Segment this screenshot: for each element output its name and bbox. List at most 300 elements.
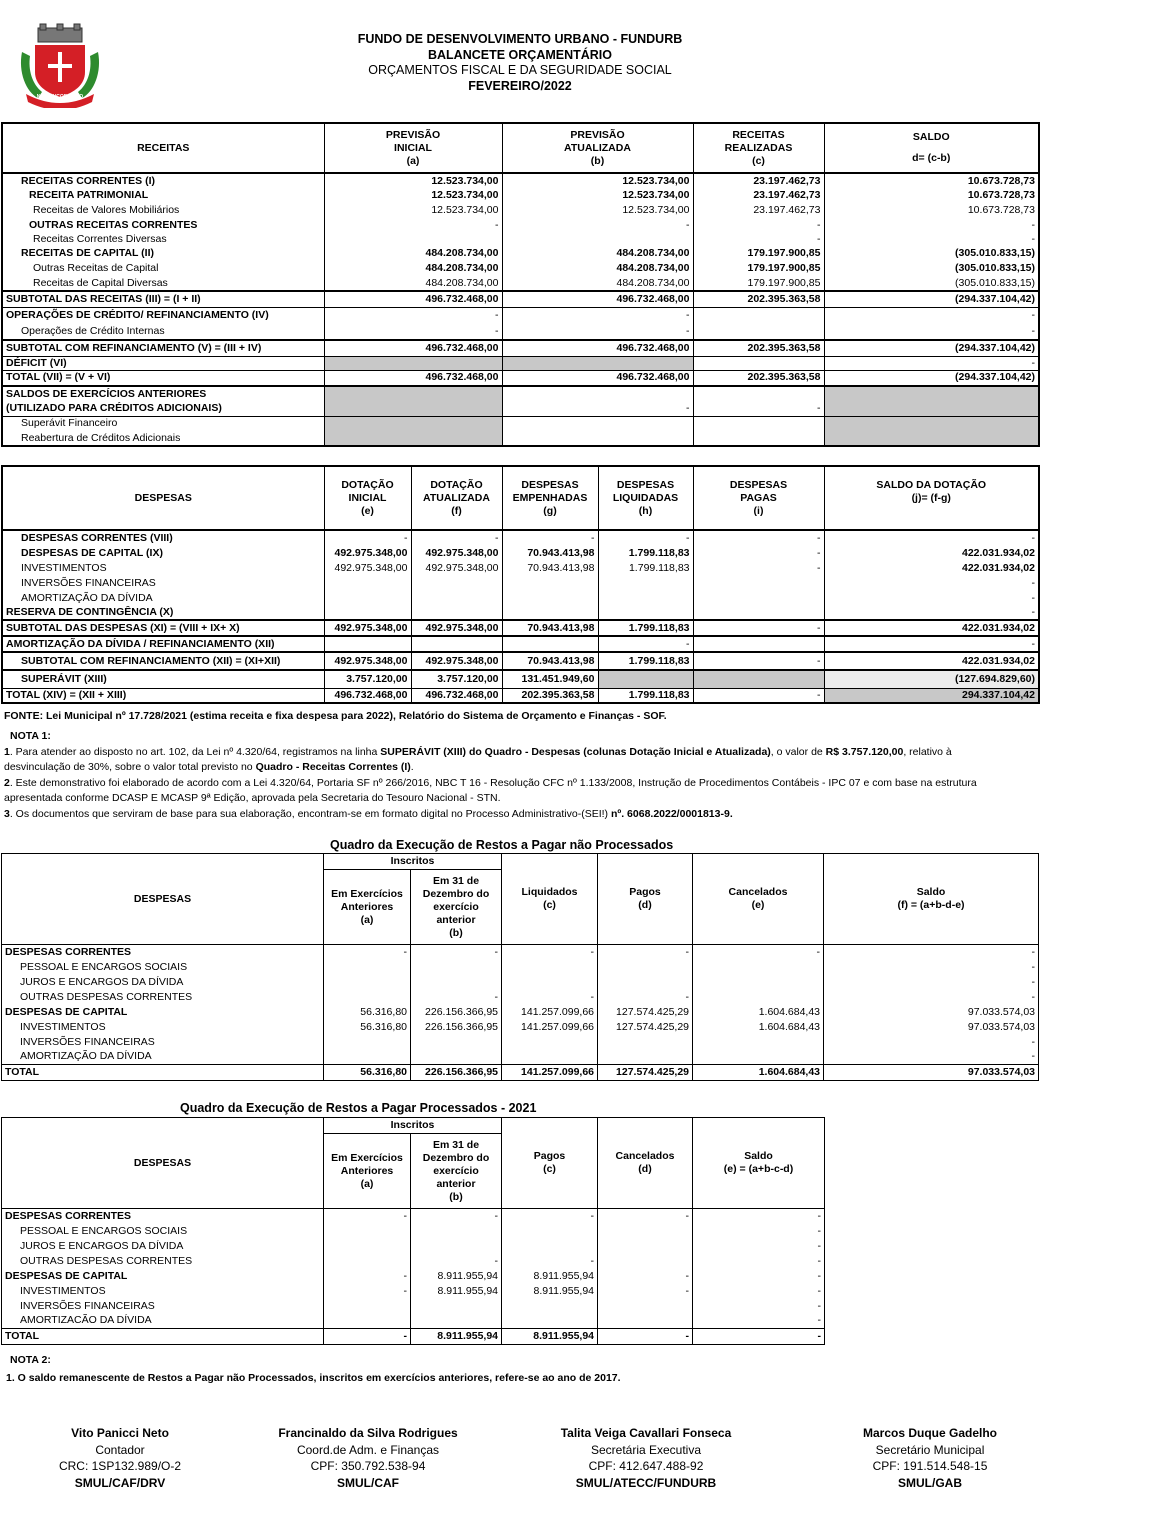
nota1-item1: 1. Para atender ao disposto no art. 102, da Lei nº 4.320/64, registramos na linha SUPERÁVIT (XIII) do Quadro - Despesas (colunas Dotação Inicial e Atualizada), o valor de R$ 3.757.120,00, relativo à [4, 745, 952, 758]
header-scope: ORÇAMENTOS FISCAL E DA SEGURIDADE SOCIAL [368, 63, 672, 77]
table-row [2, 291, 1039, 307]
cell-value [693, 324, 824, 340]
cell-value: 3.757.120,00 [411, 670, 502, 688]
cell-value: 141.257.099,66 [502, 1020, 598, 1035]
cell-value [324, 431, 502, 446]
cell-value: - [693, 652, 824, 670]
cell-value: 202.395.363,58 [693, 291, 824, 307]
cell-value [598, 591, 693, 606]
restos-nao-processados-table [1, 853, 1039, 1081]
cell-value [598, 606, 693, 620]
cell-value: - [824, 945, 1039, 960]
cell-value: 23.197.462,73 [693, 173, 824, 188]
table-row [2, 960, 1039, 975]
cell-value [693, 1035, 824, 1050]
cell-value: 484.208.734,00 [502, 276, 693, 291]
cell-value [324, 1035, 411, 1050]
col-31-dezembro: Em 31 de Dezembro do exercício anterior (b) [411, 1134, 502, 1209]
col-despesas: DESPESAS [2, 854, 324, 945]
cell-value: 492.975.348,00 [324, 652, 411, 670]
row-label: OUTRAS RECEITAS CORRENTES [29, 219, 198, 231]
cell-value: 1.799.118,83 [598, 561, 693, 576]
cell-value: - [502, 307, 693, 324]
cell-value: - [824, 218, 1039, 233]
cell-value: (294.337.104,42) [824, 370, 1039, 386]
cell-value: 56.316,80 [324, 1020, 411, 1035]
cell-value [693, 1050, 824, 1065]
table-row [2, 1209, 825, 1224]
nota1-item3: 3. Os documentos que serviram de base para sua elaboração, encontram-se em formato digital no Processo Administrativo-(SEI!) nº. 6068.2022/0001813-9. [4, 807, 733, 820]
cell-value: - [324, 324, 502, 340]
cell-value: - [324, 1209, 411, 1224]
table-row [2, 545, 1039, 561]
cell-value: 12.523.734,00 [324, 203, 502, 218]
row-label: DESPESAS CORRENTES [5, 945, 132, 958]
cell-value: - [411, 945, 502, 960]
cell-value [824, 416, 1039, 431]
cell-value [502, 606, 598, 620]
col-saldo-dotacao: SALDO DA DOTAÇÃO (j)= (f-g) [824, 466, 1039, 530]
signer-unit: SMUL/CAF [337, 1475, 399, 1490]
table-row [2, 203, 1039, 218]
rpnp-title: Quadro da Execução de Restos a Pagar não Processados [330, 838, 674, 852]
cell-value: - [598, 945, 693, 960]
cell-value: - [693, 1314, 825, 1329]
signer-role: Coord.de Adm. e Finanças [296, 1442, 440, 1457]
cell-value: - [411, 990, 502, 1005]
cell-value [598, 576, 693, 591]
table-row [2, 386, 1039, 401]
row-label: PESSOAL E ENCARGOS SOCIAIS [20, 960, 188, 973]
cell-value [502, 591, 598, 606]
row-label: DÉFICIT (VI) [2, 356, 324, 370]
table-row [2, 670, 1039, 688]
cell-value: - [598, 1329, 693, 1345]
cell-value [693, 606, 824, 620]
cell-value: 10.673.728,73 [824, 188, 1039, 203]
cell-value [693, 416, 824, 431]
nota1-item2: 2. Este demonstrativo foi elaborado de acordo com a Lei 4.320/64, Portaria SF nº 266/2016, NBC T 16 - Resolução CFC nº 1.133/2008, Instrução de Procedimentos Contábeis - IPC 07 e com base na estrutura [4, 776, 977, 789]
receitas-table [1, 122, 1040, 447]
col-previsao-inicial: PREVISÃO INICIAL (a) [324, 123, 502, 173]
cell-value: - [693, 1209, 825, 1224]
cell-value: - [824, 636, 1039, 652]
row-label: PESSOAL E ENCARGOS SOCIAIS [20, 1224, 188, 1237]
col-despesas: DESPESAS [2, 1118, 324, 1209]
signature-2 [248, 1425, 488, 1491]
row-label: SUBTOTAL DAS DESPESAS (XI) = (VIII + IX+ X) [2, 620, 324, 636]
cell-value [693, 576, 824, 591]
cell-value: 179.197.900,85 [693, 246, 824, 261]
seal-motto: NON DVCOR DVCO [36, 94, 84, 100]
cell-value [502, 960, 598, 975]
cell-value [502, 1224, 598, 1239]
table-row [2, 173, 1039, 188]
row-label: JUROS E ENCARGOS DA DÍVIDA [20, 975, 184, 988]
cell-value: 492.975.348,00 [324, 545, 411, 561]
table-row [2, 652, 1039, 670]
cell-value: 70.943.413,98 [502, 652, 598, 670]
cell-value [693, 356, 824, 370]
signer-doc: CPF: 350.792.538-94 [310, 1459, 426, 1473]
cell-value: - [824, 1050, 1039, 1065]
cell-value: - [693, 620, 824, 636]
cell-value [324, 606, 411, 620]
cell-value [598, 1035, 693, 1050]
col-saldo: Saldo (e) = (a+b-c-d) [693, 1118, 825, 1209]
cell-value: - [324, 530, 411, 545]
cell-value: 56.316,80 [324, 1005, 411, 1020]
row-label: DESPESAS CORRENTES (VIII) [2, 530, 324, 545]
receitas-header-row [2, 123, 1039, 173]
col-pagos: Pagos (d) [598, 854, 693, 945]
cell-value [502, 576, 598, 591]
header-title: FUNDO DE DESENVOLVIMENTO URBANO - FUNDURB [357, 32, 683, 46]
col-cancelados: Cancelados (d) [598, 1118, 693, 1209]
table-row [2, 246, 1039, 261]
cell-value: 1.604.684,43 [693, 1020, 824, 1035]
cell-value [324, 990, 411, 1005]
cell-value [324, 576, 411, 591]
table-row [2, 276, 1039, 291]
cell-value [411, 636, 502, 652]
cell-value: 179.197.900,85 [693, 276, 824, 291]
cell-value: - [824, 233, 1039, 246]
col-31-dezembro: Em 31 de Dezembro do exercício anterior (b) [411, 870, 502, 945]
row-label: SALDOS DE EXERCÍCIOS ANTERIORES [2, 386, 324, 401]
row-label: AMORTIZACÃO DA DÍVIDA [20, 1314, 152, 1327]
cell-value [502, 356, 693, 370]
cell-value [324, 1314, 411, 1329]
cell-value [693, 990, 824, 1005]
table-row [2, 370, 1039, 386]
cell-value [598, 1254, 693, 1269]
cell-value [693, 975, 824, 990]
cell-value [502, 386, 693, 401]
cell-value [324, 356, 502, 370]
cell-value: 8.911.955,94 [411, 1329, 502, 1345]
cell-value: 496.732.468,00 [502, 370, 693, 386]
table-row [2, 530, 1039, 545]
cell-value [693, 591, 824, 606]
table-row [2, 688, 1039, 703]
cell-value [411, 975, 502, 990]
despesas-table [1, 465, 1040, 704]
signer-role: Contador [95, 1442, 145, 1457]
cell-value: (305.010.833,15) [824, 276, 1039, 291]
cell-value: 496.732.468,00 [502, 340, 693, 356]
cell-value: 1.799.118,83 [598, 545, 693, 561]
cell-value: - [693, 401, 824, 416]
row-label: INVESTIMENTOS [21, 562, 107, 574]
table-row [2, 636, 1039, 652]
cell-value: 492.975.348,00 [411, 545, 502, 561]
cell-value: 127.574.425,29 [598, 1065, 693, 1081]
cell-value: 179.197.900,85 [693, 261, 824, 276]
row-label: DESPESAS DE CAPITAL [5, 1005, 128, 1018]
cell-value [324, 1050, 411, 1065]
cell-value: 492.975.348,00 [411, 561, 502, 576]
cell-value: - [693, 1329, 825, 1345]
cell-value: - [824, 324, 1039, 340]
cell-value [411, 1035, 502, 1050]
cell-value: - [598, 530, 693, 545]
signer-role: Secretária Executiva [590, 1442, 702, 1457]
row-label: AMORTIZAÇÃO DA DÍVIDA / REFINANCIAMENTO (XII) [2, 636, 324, 652]
table-row [2, 340, 1039, 356]
row-label: OPERAÇÕES DE CRÉDITO/ REFINANCIAMENTO (IV) [2, 307, 324, 324]
cell-value: 8.911.955,94 [502, 1269, 598, 1284]
signer-role: Secretário Municipal [875, 1442, 985, 1457]
cell-value: - [598, 1284, 693, 1299]
cell-value: 422.031.934,02 [824, 545, 1039, 561]
cell-value: 131.451.949,60 [502, 670, 598, 688]
signer-doc: CRC: 1SP132.989/O-2 [58, 1459, 182, 1473]
table-row [2, 401, 1039, 416]
cell-value: - [502, 945, 598, 960]
table-row [2, 1314, 825, 1329]
cell-value [824, 386, 1039, 401]
cell-value: (305.010.833,15) [824, 246, 1039, 261]
cell-value: - [502, 401, 693, 416]
row-label: RECEITA PATRIMONIAL [29, 189, 149, 201]
cell-value: 484.208.734,00 [324, 246, 502, 261]
cell-value [824, 401, 1039, 416]
cell-value: 496.732.468,00 [324, 688, 411, 703]
table-row [2, 218, 1039, 233]
table-row [2, 1284, 825, 1299]
cell-value: 12.523.734,00 [502, 203, 693, 218]
table-row [2, 990, 1039, 1005]
cell-value: 97.033.574,03 [824, 1065, 1039, 1081]
cell-value [598, 1239, 693, 1254]
row-label: RECEITAS CORRENTES (I) [2, 173, 324, 188]
cell-value: 484.208.734,00 [324, 261, 502, 276]
col-pagos: Pagos (c) [502, 1118, 598, 1209]
cell-value: 484.208.734,00 [502, 246, 693, 261]
cell-value: - [411, 1209, 502, 1224]
cell-value: 8.911.955,94 [502, 1284, 598, 1299]
row-label: TOTAL [2, 1329, 324, 1345]
cell-value: 12.523.734,00 [502, 173, 693, 188]
row-label: RECEITAS DE CAPITAL (II) [21, 247, 155, 259]
row-label: INVESTIMENTOS [20, 1020, 106, 1033]
signature-1 [0, 1425, 240, 1491]
cell-value: 1.604.684,43 [693, 1005, 824, 1020]
table-row [2, 591, 1039, 606]
row-label: AMORTIZAÇÃO DA DÍVIDA [21, 592, 153, 604]
table-row [2, 1020, 1039, 1035]
cell-value [693, 960, 824, 975]
cell-value [693, 431, 824, 446]
table-row [2, 261, 1039, 276]
cell-value: 8.911.955,94 [502, 1329, 598, 1345]
cell-value [598, 1050, 693, 1065]
cell-value [693, 636, 824, 652]
cell-value: 492.975.348,00 [411, 652, 502, 670]
row-label: TOTAL (VII) = (V + VI) [2, 370, 324, 386]
table-row [2, 1050, 1039, 1065]
cell-value: - [693, 1284, 825, 1299]
cell-value: - [693, 530, 824, 545]
table-row [2, 1329, 825, 1345]
col-inscritos: Inscritos [324, 854, 502, 870]
table-row [2, 233, 1039, 246]
rpp-title: Quadro da Execução de Restos a Pagar Processados - 2021 [180, 1101, 537, 1115]
col-cancelados: Cancelados (e) [693, 854, 824, 945]
header-period: FEVEREIRO/2022 [468, 78, 572, 93]
cell-value: (294.337.104,42) [824, 291, 1039, 307]
cell-value: - [693, 1269, 825, 1284]
row-label: DESPESAS CORRENTES [5, 1209, 132, 1222]
signer-doc: CPF: 191.514.548-15 [872, 1459, 988, 1473]
nota1-title: NOTA 1: [10, 730, 51, 742]
signer-name: Marcos Duque Gadelho [862, 1426, 998, 1440]
cell-value: 492.975.348,00 [324, 561, 411, 576]
cell-value: - [324, 1284, 411, 1299]
cell-value [502, 1035, 598, 1050]
nota1 [4, 729, 1044, 822]
signer-name: Vito Panicci Neto [71, 1426, 169, 1440]
cell-value: - [502, 990, 598, 1005]
cell-value: - [324, 945, 411, 960]
cell-value: 492.975.348,00 [411, 620, 502, 636]
table-row [2, 416, 1039, 431]
cell-value: - [824, 960, 1039, 975]
cell-value [324, 1254, 411, 1269]
cell-value: 1.799.118,83 [598, 620, 693, 636]
table-row [2, 356, 1039, 370]
cell-value [324, 401, 502, 416]
row-label: TOTAL [2, 1065, 324, 1081]
cell-value: 10.673.728,73 [824, 173, 1039, 188]
cell-value: - [693, 218, 824, 233]
row-label: DESPESAS DE CAPITAL [5, 1269, 128, 1282]
cell-value: - [324, 1269, 411, 1284]
cell-value: 496.732.468,00 [502, 291, 693, 307]
cell-value: 422.031.934,02 [824, 620, 1039, 636]
table-row [2, 431, 1039, 446]
col-previsao-atualizada: PREVISÃO ATUALIZADA (b) [502, 123, 693, 173]
cell-value: - [598, 1209, 693, 1224]
row-label: SUBTOTAL COM REFINANCIAMENTO (V) = (III + IV) [2, 340, 324, 356]
despesas-header-row [2, 466, 1039, 530]
col-exercicios-anteriores: Em Exercícios Anteriores (a) [324, 870, 411, 945]
signer-unit: SMUL/CAF/DRV [74, 1475, 166, 1490]
row-label: INVERSÕES FINANCEIRAS [20, 1299, 155, 1312]
cell-value: 422.031.934,02 [824, 652, 1039, 670]
cell-value: 294.337.104,42 [824, 688, 1039, 703]
cell-value: 141.257.099,66 [502, 1005, 598, 1020]
table-row [2, 1269, 825, 1284]
col-saldo: SALDO d= (c-b) [824, 123, 1039, 173]
cell-value: 1.604.684,43 [693, 1065, 824, 1081]
row-label: Receitas de Valores Mobiliários [33, 204, 180, 216]
cell-value [502, 636, 598, 652]
cell-value [598, 1224, 693, 1239]
cell-value: 1.799.118,83 [598, 688, 693, 703]
cell-value: - [598, 1269, 693, 1284]
cell-value: 1.799.118,83 [598, 652, 693, 670]
cell-value [824, 431, 1039, 446]
cell-value: - [693, 233, 824, 246]
row-label: DESPESAS DE CAPITAL (IX) [21, 546, 163, 559]
row-label: (UTILIZADO PARA CRÉDITOS ADICIONAIS) [6, 401, 222, 414]
cell-value: - [324, 307, 502, 324]
cell-value [324, 233, 502, 246]
table-row [2, 606, 1039, 620]
cell-value: 226.156.366,95 [411, 1065, 502, 1081]
col-inscritos: Inscritos [324, 1118, 502, 1134]
cell-value: - [411, 530, 502, 545]
table-row [2, 1065, 1039, 1081]
cell-value: 496.732.468,00 [324, 291, 502, 307]
cell-value: 496.732.468,00 [411, 688, 502, 703]
document-header [300, 32, 740, 94]
cell-value [693, 386, 824, 401]
row-label: RESERVA DE CONTINGÊNCIA (X) [6, 606, 174, 618]
cell-value: - [824, 990, 1039, 1005]
nota2-title: NOTA 2: [10, 1354, 51, 1366]
col-dotacao-atualizada: DOTAÇÃO ATUALIZADA (f) [411, 466, 502, 530]
header-subtitle: BALANCETE ORÇAMENTÁRIO [427, 47, 613, 62]
nota1-item1-cont: desvinculação de 30%, sobre o valor total previsto no Quadro - Receitas Correntes (I). [4, 761, 414, 773]
row-label: SUPERÁVIT (XIII) [2, 670, 324, 688]
cell-value: 202.395.363,58 [693, 340, 824, 356]
row-label: Superávit Financeiro [2, 416, 324, 431]
row-label: INVESTIMENTOS [20, 1284, 106, 1297]
cell-value [411, 960, 502, 975]
cell-value [598, 975, 693, 990]
table-row [2, 620, 1039, 636]
cell-value: 70.943.413,98 [502, 545, 598, 561]
row-label: Receitas de Capital Diversas [33, 276, 168, 289]
cell-value: 12.523.734,00 [502, 188, 693, 203]
cell-value: - [598, 636, 693, 652]
cell-value: 10.673.728,73 [824, 203, 1039, 218]
cell-value: 492.975.348,00 [324, 620, 411, 636]
cell-value: - [411, 1254, 502, 1269]
col-despesas-liquidadas: DESPESAS LIQUIDADAS (h) [598, 466, 693, 530]
cell-value [324, 591, 411, 606]
cell-value: - [824, 606, 1039, 620]
cell-value: 496.732.468,00 [324, 370, 502, 386]
cell-value [693, 307, 824, 324]
table-row [2, 975, 1039, 990]
cell-value: - [502, 530, 598, 545]
cell-value: - [693, 1224, 825, 1239]
cell-value: - [693, 1239, 825, 1254]
cell-value: 226.156.366,95 [411, 1020, 502, 1035]
cell-value: - [693, 1254, 825, 1269]
col-despesas-pagas: DESPESAS PAGAS (i) [693, 466, 824, 530]
cell-value [411, 606, 502, 620]
cell-value: 3.757.120,00 [324, 670, 411, 688]
table-row [2, 188, 1039, 203]
cell-value: 8.911.955,94 [411, 1269, 502, 1284]
cell-value [411, 1224, 502, 1239]
cell-value [411, 1239, 502, 1254]
cell-value: 422.031.934,02 [824, 561, 1039, 576]
col-despesas: DESPESAS [134, 491, 192, 504]
row-label: INVERSÕES FINANCEIRAS [21, 577, 156, 589]
cell-value: - [693, 688, 824, 703]
cell-value [324, 1239, 411, 1254]
cell-value: - [693, 545, 824, 561]
cell-value: 8.911.955,94 [411, 1284, 502, 1299]
cell-value: - [824, 356, 1039, 370]
col-despesas-empenhadas: DESPESAS EMPENHADAS (g) [502, 466, 598, 530]
